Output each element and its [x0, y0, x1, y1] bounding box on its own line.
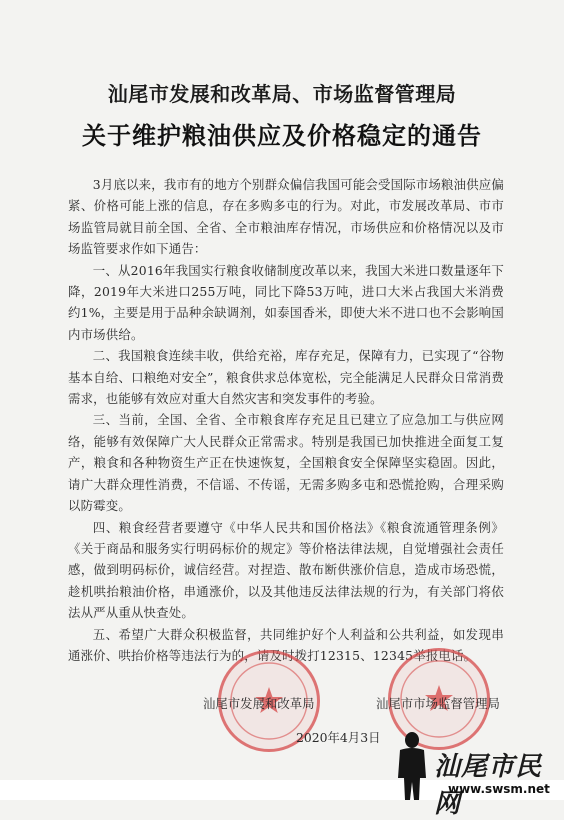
notice-main-title: 关于维护粮油供应及价格稳定的通告	[82, 122, 482, 150]
notice-date: 2020年4月3日	[296, 730, 381, 745]
paragraph-3: 三、当前，全国、全省、全市粮食库存充足且已建立了应急加工与供应网络，能够有效保障广大人民群众正常需求。特别是我国已加快推进全面复工复产，粮食和各种物资生产正在快速恢复，全国粮食安全保障坚实稳固。因此，请广大群众理性消费，不信谣、不传谣，无需多购多屯和恐慌抢购，合理采购以防霉变。	[68, 412, 504, 514]
paragraph-intro: 3月底以来，我市有的地方个别群众偏信我国可能会受国际市场粮油供应偏紧、价格可能上涨的信息，存在多购多屯的行为。对此，市发展改革局、市市场监管局就目前全国、全省、全市粮油库存情况，市场供应和价格情况以及市场监管要求作如下通告：	[68, 177, 504, 257]
watermark-url: www.swsm.net	[448, 782, 550, 796]
paragraph-5: 五、希望广大群众积极监督，共同维护好个人利益和公共利益，如发现串通涨价、哄抬价格等违法行为的，请及时拨打12315、12345举报电话。	[68, 626, 504, 663]
paragraph-2: 二、我国粮食连续丰收，供给充裕，库存充足，保障有力，已实现了“谷物基本自给、口粮绝对安全”，粮食供求总体宽松，完全能满足人民群众日常消费需求，也能够有效应对重大自然灾害和突发事件的考验。	[68, 348, 504, 407]
notice-body	[68, 174, 504, 666]
notice-issuer-title: 汕尾市发展和改革局、市场监督管理局	[107, 82, 457, 106]
paragraph-4: 四、粮食经营者要遵守《中华人民共和国价格法》《粮食流通管理条例》《关于商品和服务实行明码标价的规定》等价格法律法规，自觉增强社会责任感，做到明码标价，诚信经营。对捏造、散布断供涨价信息，造成市场恐慌，趁机哄抬粮油价格，串通涨价，以及其他违反法律法规的行为，有关部门将依法从严从重从快查处。	[68, 519, 504, 621]
watermark-logo-text: 汕尾市民网	[434, 752, 543, 819]
person-silhouette-icon	[392, 730, 432, 800]
paragraph-1: 一、从2016年我国实行粮食收储制度改革以来，我国大米进口数量逐年下降，2019年大米进口255万吨，同比下降53万吨，进口大米占我国大米消费约1%，主要是用于品种余缺调剂，如泰国香米，即使大米不进口也不会影响国内市场供给。	[68, 262, 504, 342]
signature-left: 汕尾市发展和改革局	[203, 696, 315, 711]
signature-right: 汕尾市市场监督管理局	[376, 696, 500, 711]
